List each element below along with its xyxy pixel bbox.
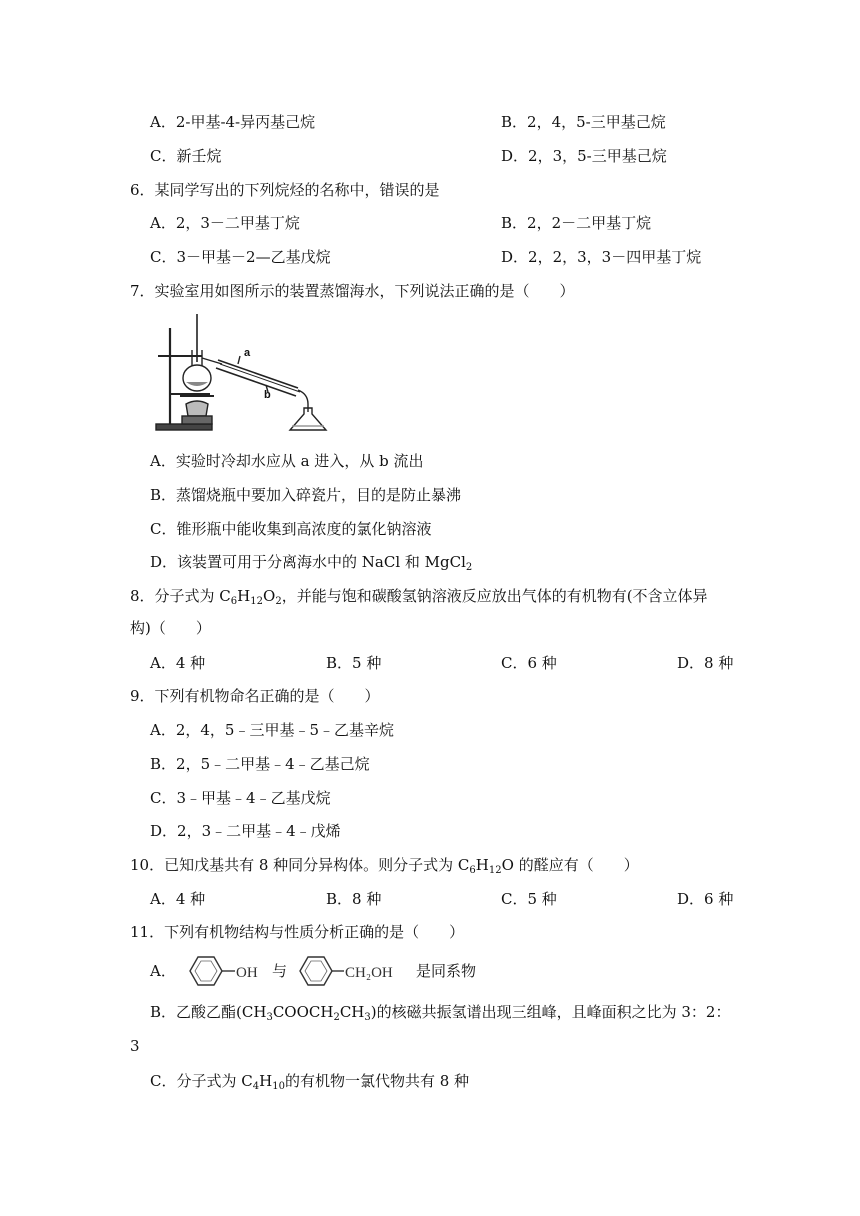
q8-option-a: A．4 种 — [150, 654, 206, 672]
q11-option-c: C．分子式为 $C_4H_{10}$的有机物一氯代物共有 8 种 — [150, 1072, 470, 1092]
q7-option-c: C．锥形瓶中能收集到高浓度的氯化钠溶液 — [150, 520, 432, 538]
q8-option-c: C．6 种 — [501, 654, 557, 672]
figure-label-a: a — [244, 347, 251, 359]
q6-option-b: B．2，2－二甲基丁烷 — [501, 214, 652, 232]
q11-option-b: B．乙酸乙酯$(CH_3COOCH_2CH_3)$的核磁共振氢谱出现三组峰，且峰面积之比为 3：2： — [150, 1003, 731, 1023]
svg-text:OH: OH — [236, 965, 258, 981]
q6-option-d: D．2，2，3，3－四甲基丁烷 — [501, 248, 702, 266]
q8-stem-line2: 构)（ ） — [130, 619, 211, 637]
q8-option-d: D．8 种 — [677, 654, 734, 672]
q5-option-b: B．2，4，5-三甲基己烷 — [501, 113, 666, 131]
q11-option-a-mid: 与 — [272, 962, 288, 980]
q11-stem: 11．下列有机物结构与性质分析正确的是（ ） — [130, 923, 465, 941]
q11-option-b-line2: 3 — [130, 1037, 140, 1055]
q10-option-a: A．4 种 — [150, 890, 206, 908]
q9-option-b: B．2，5﹣二甲基﹣4﹣乙基己烷 — [150, 755, 370, 773]
q10-option-d: D．6 种 — [677, 890, 734, 908]
q7-option-b: B．蒸馏烧瓶中要加入碎瓷片，目的是防止暴沸 — [150, 486, 462, 504]
q7-option-a: A．实验时冷却水应从 a 进入，从 b 流出 — [150, 452, 424, 470]
benzyl-alcohol-structure — [294, 950, 412, 992]
q9-option-d: D．2，3﹣二甲基﹣4﹣戊烯 — [150, 822, 341, 840]
q5-option-c: C．新壬烷 — [150, 147, 222, 165]
q5-option-d: D．2，3，5-三甲基己烷 — [501, 147, 667, 165]
q10-option-c: C．5 种 — [501, 890, 557, 908]
q7-stem: 7．实验室用如图所示的装置蒸馏海水，下列说法正确的是（ ） — [130, 282, 575, 300]
q7-option-d: D．该装置可用于分离海水中的 NaCl 和 MgCl$_2$ — [150, 553, 473, 573]
q6-option-a: A．2，3－二甲基丁烷 — [150, 214, 300, 232]
q6-stem: 6．某同学写出的下列烷烃的名称中，错误的是 — [130, 181, 440, 199]
q10-option-b: B．8 种 — [326, 890, 382, 908]
q11-option-a-prefix: A． — [150, 962, 176, 980]
phenol-structure — [180, 950, 264, 992]
q8-stem: 8．分子式为 $C_6H_{12}O_2$，并能与饱和碳酸氢钠溶液反应放出气体的有机物有(不含立体异 — [130, 587, 708, 607]
q11-option-a-suffix: 是同系物 — [416, 962, 477, 980]
q5-option-a: A．2-甲基-4-异丙基己烷 — [150, 113, 316, 131]
figure-label-b: b — [264, 389, 271, 401]
q9-option-a: A．2，4，5﹣三甲基﹣5﹣乙基辛烷 — [150, 721, 395, 739]
q9-stem: 9．下列有机物命名正确的是（ ） — [130, 687, 380, 705]
q8-option-b: B．5 种 — [326, 654, 382, 672]
q6-option-c: C．3－甲基－2—乙基戊烷 — [150, 248, 331, 266]
q9-option-c: C．3﹣甲基﹣4﹣乙基戊烷 — [150, 789, 331, 807]
q10-stem: 10．已知戊基共有 8 种同分异构体。则分子式为 $C_6H_{12}O$ 的醛应有（ ） — [130, 856, 639, 876]
distillation-apparatus-figure — [150, 312, 335, 436]
svg-text:CH₂OH: CH₂OH — [345, 965, 393, 981]
